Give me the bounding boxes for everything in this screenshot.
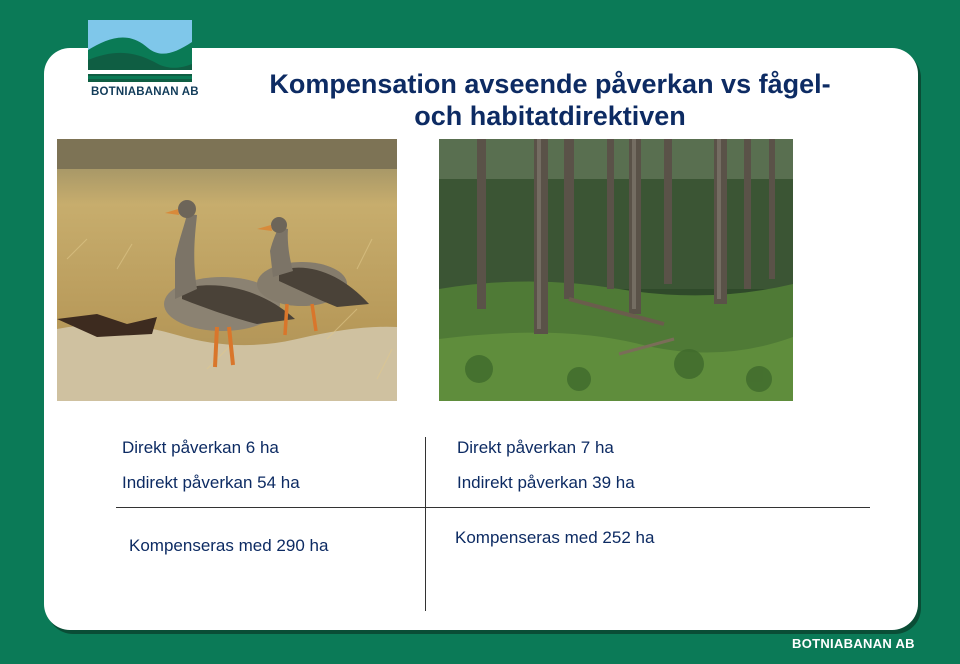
title-line-1: Kompensation avseende påverkan vs fågel- (269, 69, 831, 99)
row-divider (116, 507, 870, 508)
right-direct-impact: Direkt påverkan 7 ha (457, 438, 614, 457)
left-indirect-impact: Indirekt påverkan 54 ha (122, 473, 300, 492)
title-line-2: och habitatdirektiven (414, 101, 686, 131)
footer-brand: BOTNIABANAN AB (792, 636, 915, 651)
left-compensation: Kompenseras med 290 ha (129, 536, 329, 555)
logo-name: BOTNIABANAN AB (91, 86, 199, 98)
right-indirect-impact: Indirekt påverkan 39 ha (457, 473, 635, 492)
forest-photo (439, 139, 793, 401)
geese-photo (57, 139, 397, 401)
right-compensation: Kompenseras med 252 ha (455, 528, 655, 547)
left-direct-impact: Direkt påverkan 6 ha (122, 438, 279, 457)
page-title (230, 68, 870, 132)
column-divider (425, 437, 426, 611)
